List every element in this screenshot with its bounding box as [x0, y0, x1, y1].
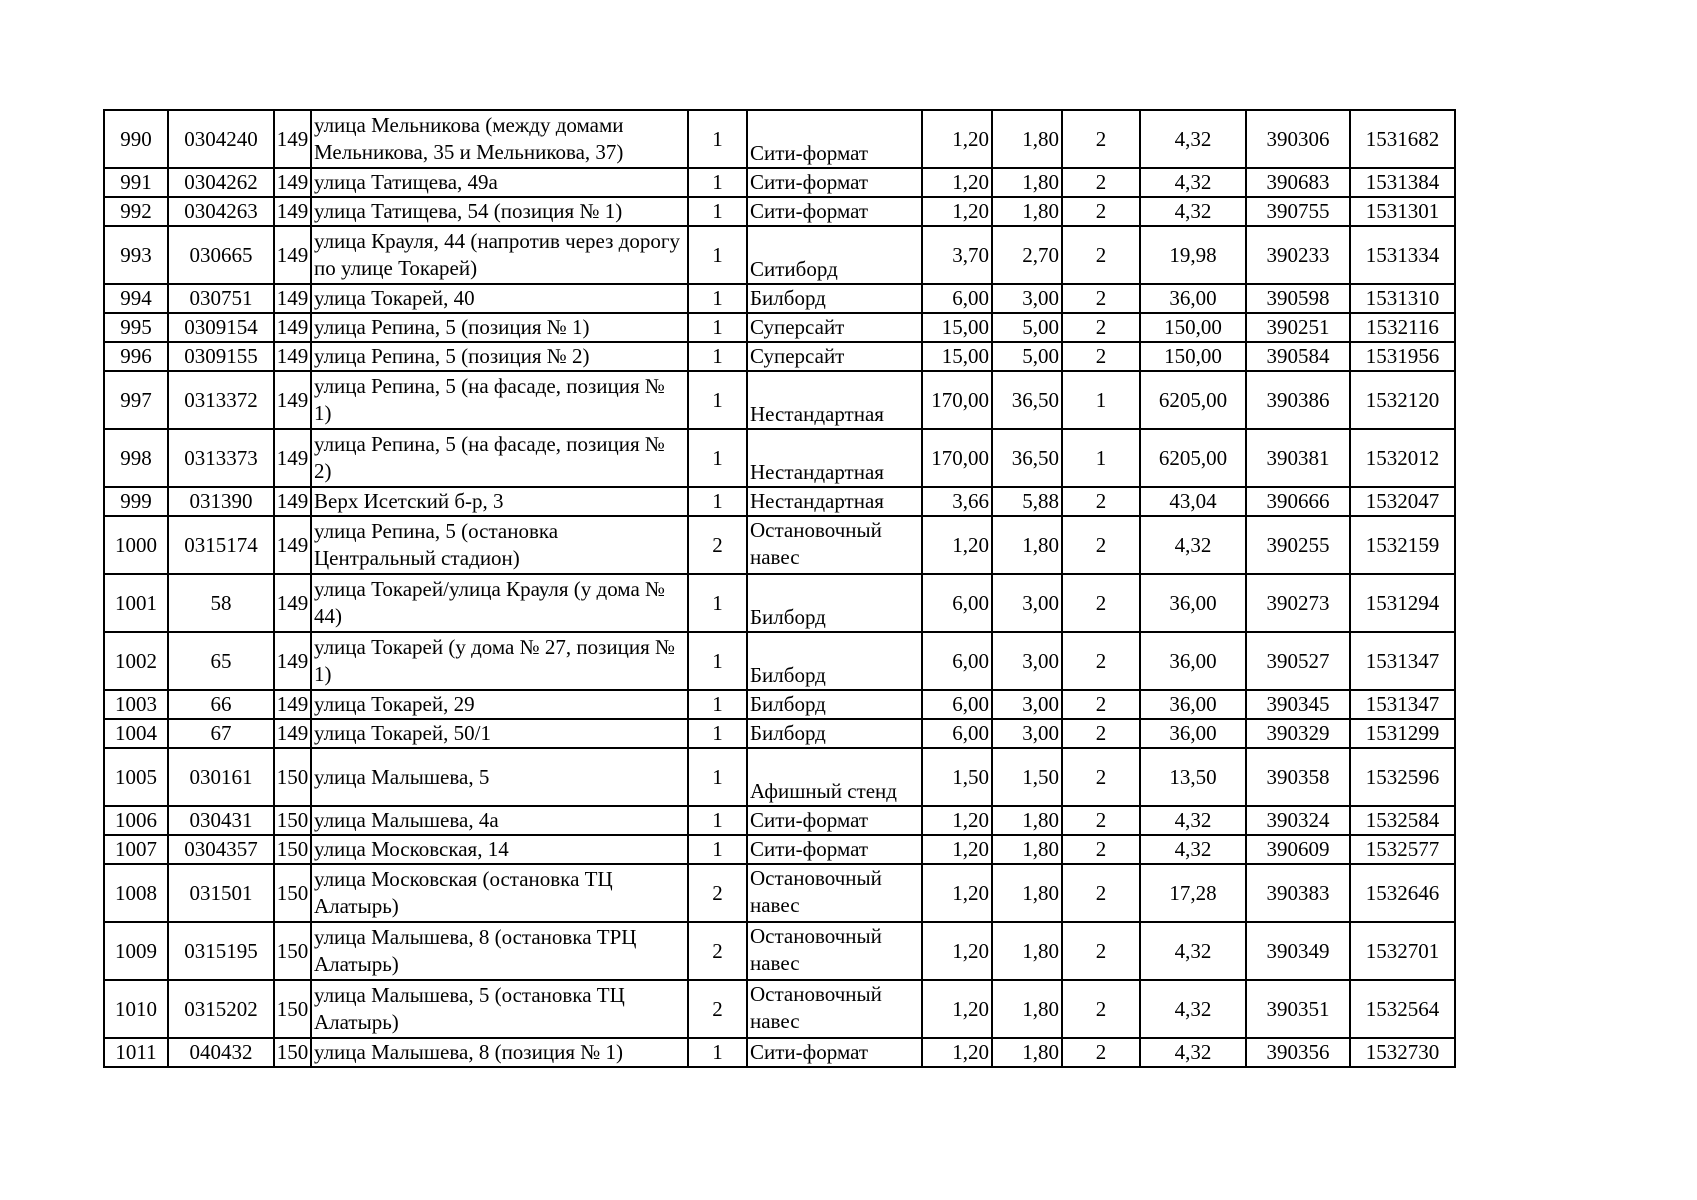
address-cell: улица Токарей, 29 [311, 690, 688, 719]
width-cell: 1,20 [922, 835, 992, 864]
code-cell: 0313373 [168, 429, 274, 487]
area-cell: 43,04 [1140, 487, 1246, 516]
height-cell: 3,00 [992, 690, 1062, 719]
address-cell: улица Мельникова (между домами Мельникова, 35 и Мельникова, 37) [311, 110, 688, 168]
id2-cell: 1532564 [1350, 980, 1455, 1038]
quantity-cell: 2 [688, 864, 747, 922]
width-cell: 6,00 [922, 719, 992, 748]
group-cell: 150 [274, 748, 311, 806]
width-cell: 1,20 [922, 516, 992, 574]
sides-cell: 2 [1062, 835, 1140, 864]
area-cell: 150,00 [1140, 313, 1246, 342]
quantity-cell: 1 [688, 806, 747, 835]
code-cell: 0304357 [168, 835, 274, 864]
table-row [104, 806, 1455, 835]
id1-cell: 390683 [1246, 168, 1350, 197]
area-cell: 36,00 [1140, 690, 1246, 719]
width-cell: 1,50 [922, 748, 992, 806]
type-cell: Ситиборд [747, 226, 922, 284]
quantity-cell: 1 [688, 1038, 747, 1067]
address-cell: улица Татищева, 49а [311, 168, 688, 197]
height-cell: 1,80 [992, 980, 1062, 1038]
area-cell: 17,28 [1140, 864, 1246, 922]
sides-cell: 2 [1062, 226, 1140, 284]
code-cell: 66 [168, 690, 274, 719]
group-cell: 149 [274, 110, 311, 168]
row-number-cell: 1006 [104, 806, 168, 835]
table-row [104, 226, 1455, 284]
id2-cell: 1532116 [1350, 313, 1455, 342]
type-cell: Сити-формат [747, 1038, 922, 1067]
height-cell: 1,80 [992, 1038, 1062, 1067]
table-row [104, 632, 1455, 690]
group-cell: 150 [274, 806, 311, 835]
sides-cell: 2 [1062, 284, 1140, 313]
id1-cell: 390381 [1246, 429, 1350, 487]
row-number-cell: 995 [104, 313, 168, 342]
code-cell: 030665 [168, 226, 274, 284]
table-row [104, 284, 1455, 313]
id2-cell: 1531299 [1350, 719, 1455, 748]
area-cell: 4,32 [1140, 110, 1246, 168]
id1-cell: 390584 [1246, 342, 1350, 371]
address-cell: улица Малышева, 8 (позиция № 1) [311, 1038, 688, 1067]
quantity-cell: 1 [688, 342, 747, 371]
group-cell: 149 [274, 226, 311, 284]
quantity-cell: 1 [688, 313, 747, 342]
height-cell: 36,50 [992, 429, 1062, 487]
group-cell: 149 [274, 284, 311, 313]
type-cell: Суперсайт [747, 313, 922, 342]
table-row [104, 690, 1455, 719]
type-cell: Сити-формат [747, 110, 922, 168]
width-cell: 6,00 [922, 574, 992, 632]
height-cell: 1,80 [992, 168, 1062, 197]
table-row [104, 168, 1455, 197]
table-row [104, 487, 1455, 516]
code-cell: 030431 [168, 806, 274, 835]
code-cell: 030161 [168, 748, 274, 806]
code-cell: 0315195 [168, 922, 274, 980]
type-cell: Остановочный навес [747, 922, 922, 980]
table-row [104, 922, 1455, 980]
type-cell: Суперсайт [747, 342, 922, 371]
address-cell: улица Репина, 5 (на фасаде, позиция № 2) [311, 429, 688, 487]
group-cell: 149 [274, 429, 311, 487]
row-number-cell: 1002 [104, 632, 168, 690]
code-cell: 031501 [168, 864, 274, 922]
height-cell: 36,50 [992, 371, 1062, 429]
width-cell: 6,00 [922, 690, 992, 719]
address-cell: улица Татищева, 54 (позиция № 1) [311, 197, 688, 226]
address-cell: улица Токарей, 40 [311, 284, 688, 313]
height-cell: 3,00 [992, 284, 1062, 313]
width-cell: 1,20 [922, 864, 992, 922]
type-cell: Сити-формат [747, 168, 922, 197]
quantity-cell: 1 [688, 487, 747, 516]
address-cell: Верх Исетский б-р, 3 [311, 487, 688, 516]
width-cell: 6,00 [922, 284, 992, 313]
sides-cell: 2 [1062, 806, 1140, 835]
type-cell: Билборд [747, 284, 922, 313]
group-cell: 150 [274, 864, 311, 922]
sides-cell: 2 [1062, 1038, 1140, 1067]
sides-cell: 2 [1062, 342, 1140, 371]
id2-cell: 1532012 [1350, 429, 1455, 487]
code-cell: 0304262 [168, 168, 274, 197]
table-row [104, 516, 1455, 574]
group-cell: 149 [274, 632, 311, 690]
quantity-cell: 1 [688, 719, 747, 748]
type-cell: Нестандартная [747, 487, 922, 516]
address-cell: улица Малышева, 4а [311, 806, 688, 835]
area-cell: 19,98 [1140, 226, 1246, 284]
row-number-cell: 996 [104, 342, 168, 371]
sides-cell: 2 [1062, 197, 1140, 226]
id2-cell: 1531294 [1350, 574, 1455, 632]
group-cell: 149 [274, 197, 311, 226]
area-cell: 6205,00 [1140, 429, 1246, 487]
row-number-cell: 1007 [104, 835, 168, 864]
id1-cell: 390356 [1246, 1038, 1350, 1067]
group-cell: 150 [274, 980, 311, 1038]
id2-cell: 1532577 [1350, 835, 1455, 864]
quantity-cell: 1 [688, 748, 747, 806]
table-row [104, 371, 1455, 429]
id1-cell: 390609 [1246, 835, 1350, 864]
area-cell: 4,32 [1140, 516, 1246, 574]
id2-cell: 1532701 [1350, 922, 1455, 980]
code-cell: 58 [168, 574, 274, 632]
group-cell: 149 [274, 487, 311, 516]
code-cell: 031390 [168, 487, 274, 516]
row-number-cell: 1003 [104, 690, 168, 719]
id1-cell: 390598 [1246, 284, 1350, 313]
id2-cell: 1531310 [1350, 284, 1455, 313]
height-cell: 3,00 [992, 574, 1062, 632]
address-cell: улица Малышева, 5 (остановка ТЦ Алатырь) [311, 980, 688, 1038]
table-row [104, 864, 1455, 922]
group-cell: 149 [274, 342, 311, 371]
table-row [104, 719, 1455, 748]
row-number-cell: 990 [104, 110, 168, 168]
height-cell: 3,00 [992, 632, 1062, 690]
sides-cell: 1 [1062, 429, 1140, 487]
group-cell: 149 [274, 516, 311, 574]
type-cell: Билборд [747, 719, 922, 748]
sides-cell: 2 [1062, 168, 1140, 197]
area-cell: 4,32 [1140, 168, 1246, 197]
sides-cell: 2 [1062, 864, 1140, 922]
quantity-cell: 1 [688, 197, 747, 226]
height-cell: 1,80 [992, 806, 1062, 835]
row-number-cell: 992 [104, 197, 168, 226]
width-cell: 15,00 [922, 342, 992, 371]
code-cell: 030751 [168, 284, 274, 313]
type-cell: Билборд [747, 574, 922, 632]
code-cell: 0309154 [168, 313, 274, 342]
sides-cell: 2 [1062, 748, 1140, 806]
id1-cell: 390306 [1246, 110, 1350, 168]
height-cell: 1,50 [992, 748, 1062, 806]
id1-cell: 390273 [1246, 574, 1350, 632]
id2-cell: 1531956 [1350, 342, 1455, 371]
quantity-cell: 1 [688, 371, 747, 429]
group-cell: 149 [274, 313, 311, 342]
quantity-cell: 1 [688, 284, 747, 313]
width-cell: 170,00 [922, 371, 992, 429]
code-cell: 0304240 [168, 110, 274, 168]
type-cell: Остановочный навес [747, 516, 922, 574]
id1-cell: 390349 [1246, 922, 1350, 980]
id1-cell: 390351 [1246, 980, 1350, 1038]
area-cell: 36,00 [1140, 719, 1246, 748]
area-cell: 36,00 [1140, 284, 1246, 313]
width-cell: 1,20 [922, 806, 992, 835]
address-cell: улица Репина, 5 (позиция № 2) [311, 342, 688, 371]
quantity-cell: 2 [688, 516, 747, 574]
sides-cell: 2 [1062, 574, 1140, 632]
sides-cell: 2 [1062, 487, 1140, 516]
area-cell: 4,32 [1140, 980, 1246, 1038]
height-cell: 5,00 [992, 342, 1062, 371]
quantity-cell: 1 [688, 168, 747, 197]
type-cell: Билборд [747, 690, 922, 719]
quantity-cell: 1 [688, 110, 747, 168]
table-row [104, 110, 1455, 168]
row-number-cell: 997 [104, 371, 168, 429]
sides-cell: 2 [1062, 690, 1140, 719]
address-cell: улица Токарей (у дома № 27, позиция № 1) [311, 632, 688, 690]
row-number-cell: 1011 [104, 1038, 168, 1067]
height-cell: 1,80 [992, 864, 1062, 922]
row-number-cell: 1001 [104, 574, 168, 632]
quantity-cell: 1 [688, 574, 747, 632]
id1-cell: 390755 [1246, 197, 1350, 226]
quantity-cell: 2 [688, 980, 747, 1038]
height-cell: 1,80 [992, 516, 1062, 574]
sides-cell: 2 [1062, 719, 1140, 748]
width-cell: 15,00 [922, 313, 992, 342]
type-cell: Афишный стенд [747, 748, 922, 806]
row-number-cell: 998 [104, 429, 168, 487]
sides-cell: 2 [1062, 110, 1140, 168]
row-number-cell: 994 [104, 284, 168, 313]
group-cell: 149 [274, 574, 311, 632]
height-cell: 1,80 [992, 110, 1062, 168]
table-row [104, 574, 1455, 632]
width-cell: 6,00 [922, 632, 992, 690]
sides-cell: 2 [1062, 922, 1140, 980]
area-cell: 36,00 [1140, 632, 1246, 690]
width-cell: 3,70 [922, 226, 992, 284]
id1-cell: 390251 [1246, 313, 1350, 342]
group-cell: 149 [274, 371, 311, 429]
id2-cell: 1531347 [1350, 690, 1455, 719]
group-cell: 150 [274, 922, 311, 980]
sides-cell: 1 [1062, 371, 1140, 429]
id2-cell: 1532584 [1350, 806, 1455, 835]
id1-cell: 390255 [1246, 516, 1350, 574]
sides-cell: 2 [1062, 980, 1140, 1038]
area-cell: 4,32 [1140, 1038, 1246, 1067]
address-cell: улица Крауля, 44 (напротив через дорогу по улице Токарей) [311, 226, 688, 284]
id2-cell: 1532596 [1350, 748, 1455, 806]
width-cell: 1,20 [922, 980, 992, 1038]
address-cell: улица Токарей/улица Крауля (у дома № 44) [311, 574, 688, 632]
width-cell: 3,66 [922, 487, 992, 516]
address-cell: улица Репина, 5 (позиция № 1) [311, 313, 688, 342]
address-cell: улица Токарей, 50/1 [311, 719, 688, 748]
height-cell: 1,80 [992, 197, 1062, 226]
row-number-cell: 1009 [104, 922, 168, 980]
type-cell: Нестандартная [747, 371, 922, 429]
height-cell: 5,88 [992, 487, 1062, 516]
code-cell: 0309155 [168, 342, 274, 371]
table-row [104, 980, 1455, 1038]
id1-cell: 390527 [1246, 632, 1350, 690]
quantity-cell: 1 [688, 226, 747, 284]
data-table [103, 109, 1456, 1068]
height-cell: 1,80 [992, 922, 1062, 980]
row-number-cell: 991 [104, 168, 168, 197]
width-cell: 1,20 [922, 197, 992, 226]
address-cell: улица Московская (остановка ТЦ Алатырь) [311, 864, 688, 922]
address-cell: улица Малышева, 5 [311, 748, 688, 806]
sides-cell: 2 [1062, 313, 1140, 342]
width-cell: 1,20 [922, 168, 992, 197]
height-cell: 5,00 [992, 313, 1062, 342]
group-cell: 149 [274, 719, 311, 748]
row-number-cell: 1004 [104, 719, 168, 748]
table-row [104, 342, 1455, 371]
id2-cell: 1532646 [1350, 864, 1455, 922]
table-row [104, 197, 1455, 226]
type-cell: Сити-формат [747, 197, 922, 226]
quantity-cell: 1 [688, 429, 747, 487]
area-cell: 13,50 [1140, 748, 1246, 806]
width-cell: 170,00 [922, 429, 992, 487]
code-cell: 67 [168, 719, 274, 748]
id2-cell: 1531334 [1350, 226, 1455, 284]
row-number-cell: 1008 [104, 864, 168, 922]
id2-cell: 1531682 [1350, 110, 1455, 168]
type-cell: Сити-формат [747, 835, 922, 864]
id1-cell: 390383 [1246, 864, 1350, 922]
type-cell: Нестандартная [747, 429, 922, 487]
sides-cell: 2 [1062, 516, 1140, 574]
id1-cell: 390666 [1246, 487, 1350, 516]
table-row [104, 1038, 1455, 1067]
address-cell: улица Репина, 5 (остановка Центральный стадион) [311, 516, 688, 574]
address-cell: улица Репина, 5 (на фасаде, позиция № 1) [311, 371, 688, 429]
address-cell: улица Московская, 14 [311, 835, 688, 864]
id2-cell: 1531384 [1350, 168, 1455, 197]
id1-cell: 390329 [1246, 719, 1350, 748]
type-cell: Остановочный навес [747, 864, 922, 922]
table-row [104, 748, 1455, 806]
code-cell: 0315202 [168, 980, 274, 1038]
width-cell: 1,20 [922, 922, 992, 980]
id2-cell: 1532730 [1350, 1038, 1455, 1067]
row-number-cell: 1010 [104, 980, 168, 1038]
row-number-cell: 1000 [104, 516, 168, 574]
quantity-cell: 1 [688, 632, 747, 690]
table-row [104, 835, 1455, 864]
quantity-cell: 1 [688, 690, 747, 719]
id2-cell: 1532120 [1350, 371, 1455, 429]
code-cell: 0304263 [168, 197, 274, 226]
code-cell: 040432 [168, 1038, 274, 1067]
area-cell: 4,32 [1140, 922, 1246, 980]
quantity-cell: 2 [688, 922, 747, 980]
id2-cell: 1532159 [1350, 516, 1455, 574]
row-number-cell: 1005 [104, 748, 168, 806]
area-cell: 36,00 [1140, 574, 1246, 632]
type-cell: Сити-формат [747, 806, 922, 835]
id1-cell: 390345 [1246, 690, 1350, 719]
address-cell: улица Малышева, 8 (остановка ТРЦ Алатырь) [311, 922, 688, 980]
id2-cell: 1532047 [1350, 487, 1455, 516]
row-number-cell: 993 [104, 226, 168, 284]
code-cell: 65 [168, 632, 274, 690]
sides-cell: 2 [1062, 632, 1140, 690]
table-body [104, 110, 1455, 1067]
group-cell: 149 [274, 690, 311, 719]
code-cell: 0313372 [168, 371, 274, 429]
id2-cell: 1531347 [1350, 632, 1455, 690]
area-cell: 4,32 [1140, 197, 1246, 226]
type-cell: Билборд [747, 632, 922, 690]
width-cell: 1,20 [922, 110, 992, 168]
id1-cell: 390358 [1246, 748, 1350, 806]
table-row [104, 429, 1455, 487]
group-cell: 150 [274, 1038, 311, 1067]
id2-cell: 1531301 [1350, 197, 1455, 226]
quantity-cell: 1 [688, 835, 747, 864]
height-cell: 3,00 [992, 719, 1062, 748]
area-cell: 6205,00 [1140, 371, 1246, 429]
area-cell: 4,32 [1140, 806, 1246, 835]
area-cell: 4,32 [1140, 835, 1246, 864]
id1-cell: 390233 [1246, 226, 1350, 284]
id1-cell: 390386 [1246, 371, 1350, 429]
table-row [104, 313, 1455, 342]
group-cell: 150 [274, 835, 311, 864]
area-cell: 150,00 [1140, 342, 1246, 371]
type-cell: Остановочный навес [747, 980, 922, 1038]
group-cell: 149 [274, 168, 311, 197]
row-number-cell: 999 [104, 487, 168, 516]
id1-cell: 390324 [1246, 806, 1350, 835]
height-cell: 1,80 [992, 835, 1062, 864]
width-cell: 1,20 [922, 1038, 992, 1067]
height-cell: 2,70 [992, 226, 1062, 284]
code-cell: 0315174 [168, 516, 274, 574]
